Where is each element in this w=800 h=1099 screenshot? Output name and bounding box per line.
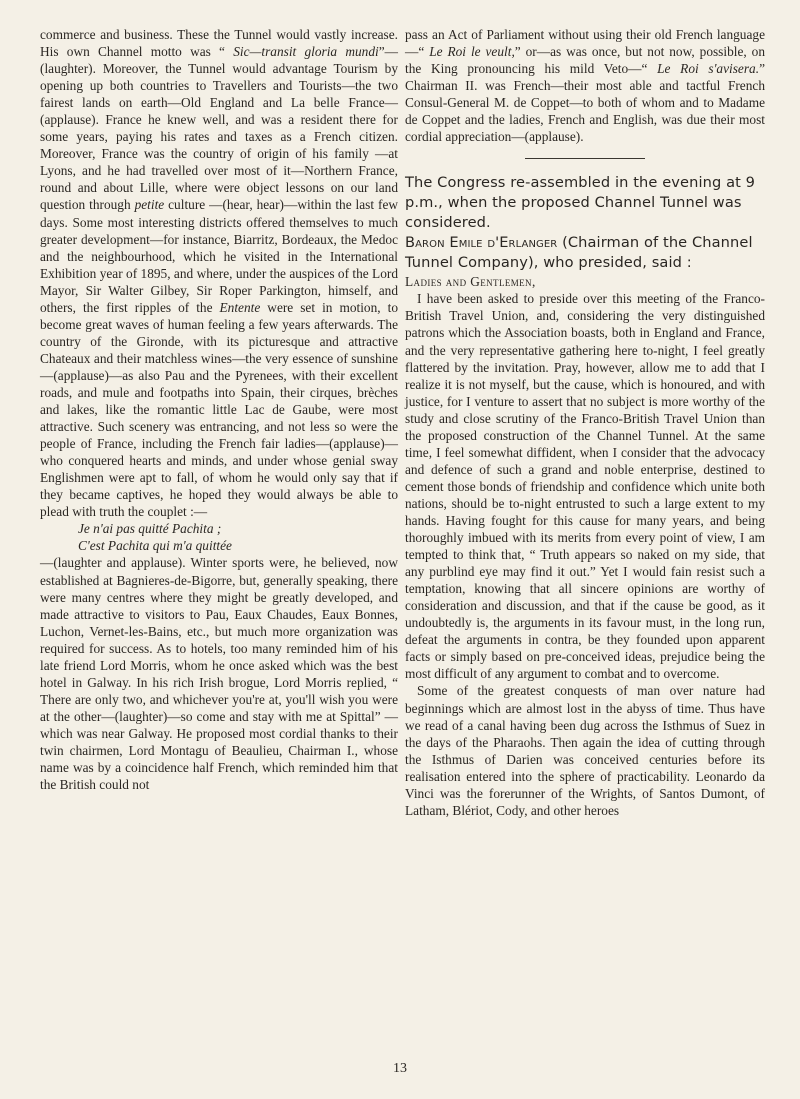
couplet-line-1: Je n'ai pas quitté Pachita ; — [78, 521, 222, 537]
page-number: 13 — [393, 1061, 407, 1076]
text-run: commerce and business. These the Tunnel would vastly increase. His own Channel motto was “ — [40, 27, 398, 60]
right-column — [405, 26, 765, 819]
speaker-name: Baron Emile d'Erlanger — [405, 234, 558, 252]
italic-word: Entente — [219, 299, 261, 315]
chairman-speech-paragraph-1: I have been asked to preside over this meeting of the Franco-British Travel Union, and, considering the very distinguished patrons which the Association boasts, both in England and France, and the very representative gathering here to-night, I feel greatly flattered by the invitation. Pray, however, allow me to add that I realize it is not myself, but the cause, which is honoured, and with justice, for I venture to assert that no subject is more worthy of the study and close scrutiny of the Franco-British Travel Union than the proposed construction of the Channel Tunnel. At the same time, I feel somewhat diffident, when I consider that the advocacy and defence of such a grand and noble enterprise, destined to cement those bonds of friendship and confidence which unite both nations, should be to-night entrusted to such a large extent to my hands. Having fought for this cause for many years, and being thoroughly imbued with its merits from every point of view, I am tempted to think that, “ Truth appears so naked on my side, that any purblind eye may find it out.” Yet I would fain resist such a temptation, knowing that all sincere opinions are worthy of consideration and discussion, and that if the cause be good, as it undoubtedly is, the arguments in its favour must, in the long run, defeat the arguments in contra, be they founded upon apparent facts or simply based on pre-conceived ideas, prejudice being the most difficult of any argument to combat and to overcome. — [405, 291, 765, 682]
italic-phrase: Le Roi s'avisera. — [657, 61, 760, 77]
italic-phrase: Le Roi le veult, — [429, 44, 515, 60]
speech-paragraph-1 — [40, 26, 398, 520]
text-run: ” or—as was once, but not now, possible, on the King pronouncing his mild Veto—“ — [405, 44, 765, 77]
left-column — [40, 26, 398, 793]
italic-word: petite — [134, 197, 165, 213]
congress-announcement: The Congress re-assembled in the evening at 9 p.m., when the proposed Channel Tunnel was considered. — [405, 174, 756, 232]
salutation: Ladies and Gentlemen, — [405, 274, 536, 290]
text-run: (Chairman of the Channel Tunnel Company), who presided, said : — [405, 234, 753, 272]
speech-paragraph-continued — [405, 26, 765, 145]
section-divider — [525, 158, 645, 159]
motto-text: Sic—transit gloria mundi — [233, 44, 379, 60]
speech-paragraph-2: —(laughter and applause). Winter sports were, he believed, now established at Bagnieres-de-Bigorre, but, generally speaking, there were many centres where they might be greatly developed, and made attractive to visitors to Pau, Eaux Chaudes, Eaux Bonnes, Luchon, Vernet-les-Bains, etc., but much more organization was required for success. As to hotels, too many reminded him of his late friend Lord Morris, whom he once asked which was the best hotel in Galway. In his rich Irish brogue, Lord Morris replied, “ There are only two, and whichever you're at, you'll wish you were at the other—(laughter)—so come and stay with me at Spittal” —which was near Galway. He proposed most cordial thanks to their twin chairmen, Lord Montagu of Beaulieu, Chairman I., whose name was by a coincidence half French, which reminded him that the British could not — [40, 555, 398, 793]
text-run: were set in motion, to become great waves of human feeling a few years afterwards. The country of the Gironde, with its picturesque and attractive Chateaux and their matchless wines—the very essence of sunshine—(applause)—as also Pau and the Pyrenees, with their excellent roads, and mule and footpaths into Spain, their cirques, brèches and lakes, like the romantic little Lac de Gaube, were most attractive. Such scenery was entrancing, and not less so were the people of France, including the French fair ladies—(applause)—who conquered hearts and minds, and under whose genial sway Englishmen were apt to fall, of whom he would only say that if they became captives, he hoped they would always be able to plead with truth the couplet :— — [40, 299, 398, 520]
chairman-intro — [405, 233, 765, 273]
text-run: ” Chairman II. was French—their most able and tactful French Consul-General M. de Coppet—to both of whom and to Madame de Coppet and the ladies, French and English, was due their most cordial appreciation—(applause). — [405, 61, 765, 145]
text-run: pass an Act of Parliament without using their old French language—“ — [405, 27, 765, 60]
text-run: culture —(hear, hear)—within the last few days. Some most interesting districts offered themselves to much greater development—for instance, Biarritz, Bordeaux, the Medoc and the neighbourhood, which he visited in the International Exhibition year of 1895, and where, under the auspices of the Lord Mayor, Sir Walter Gilbey, Sir Roper Parkington, himself, and others, the first ripples of the — [40, 197, 399, 315]
couplet-line-2: C'est Pachita qui m'a quittée — [78, 538, 232, 554]
text-run: ”—(laughter). Moreover, the Tunnel would advantage Tourism by opening up both countries to Travellers and Tourists—the two fairest lands on earth—Old England and La belle France—(applause). France he knew well, and was a resident there for some years, paying his rates and taxes as a French citizen. Moreover, France was the country of origin of his family —at Lyons, and he had travelled over most of it—Northern France, round and about Lille, where were object lessons on our land question through — [40, 44, 398, 213]
chairman-speech-paragraph-2: Some of the greatest conquests of man over nature had beginnings which are almost lost in the abyss of time. Thus have we read of a canal having been dug across the Isthmus of Suez in the days of the Pharaohs. Then again the idea of cutting through the Isthmus of Darien was conceived centuries before its realisation entered into the sphere of practicability. Leonardo da Vinci was the forerunner of the Wrights, of Santos Dumont, of Latham, Blériot, Cody, and other heroes — [405, 683, 765, 818]
